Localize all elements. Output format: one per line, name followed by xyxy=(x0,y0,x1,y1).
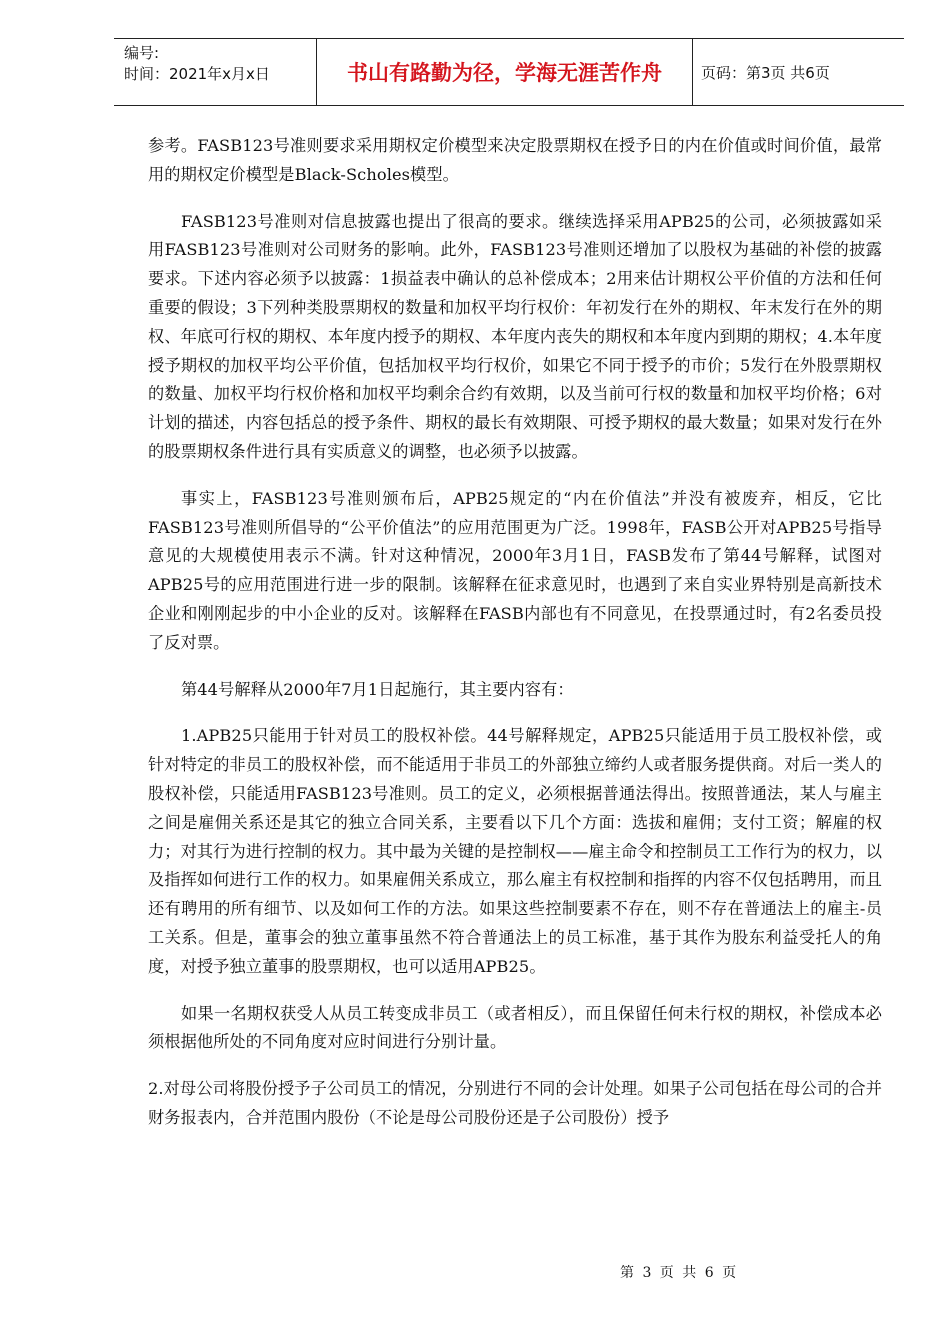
paragraph-item-2: 2.对母公司将股份授予子公司员工的情况，分别进行不同的会计处理。如果子公司包括在母公司的合并财务报表内，合并范围内股份（不论是母公司股份还是子公司股份）授予 xyxy=(148,1079,882,1127)
paragraph-continuation: 参考。FASB123号准则要求采用期权定价模型来决定股票期权在授予日的内在价值或时间价值，最常用的期权定价模型是Black-Scholes模型。 xyxy=(148,136,882,184)
time-label: 时间：2021年x月x日 xyxy=(124,65,270,83)
paragraph-status-change: 如果一名期权获受人从员工转变成非员工（或者相反），而且保留任何未行权的期权，补偿成本必须根据他所处的不同角度对应时间进行分别计量。 xyxy=(148,1003,882,1052)
serial-label: 编号: xyxy=(124,44,160,62)
header-meta xyxy=(114,39,317,105)
document-body xyxy=(148,132,882,1151)
page-footer: 第 3 页 共 6 页 xyxy=(620,1265,739,1281)
header-motto: 书山有路勤为径，学海无涯苦作舟 xyxy=(317,39,693,105)
paragraph-interpretation-44: 第44号解释从2000年7月1日起施行，其主要内容有： xyxy=(181,679,574,699)
header-page-info: 页码：第3页 共6页 xyxy=(701,63,830,82)
paragraph-disclosure: FASB123号准则对信息披露也提出了很高的要求。继续选择采用APB25的公司，必须披露如采用FASB123号准则对公司财务的影响。此外，FASB123号准则还增加了以股权为基础的补偿的披露要求。下述内容必须予以披露：1损益表中确认的总补偿成本；2用来估计期权公平价值的方法和任何重要的假设；3下列种类股票期权的数量和加权平均行权价：年初发行在外的期权、年末发行在外的期权、年底可行权的期权、本年度内授予的期权、本年度内丧失的期权和本年度内到期的期权；4.本年度授予期权的加权平均公平价值，包括加权平均行权价，如果它不同于授予的市价；5发行在外股票期权的数量、加权平均行权价格和加权平均剩余合约有效期，以及当前可行权的数量和加权平均价格；6对计划的描述，内容包括总的授予条件、期权的最长有效期限、可授予期权的最大数量；如果对发行在外的股票期权条件进行具有实质意义的调整，也必须予以披露。 xyxy=(148,211,882,461)
paragraph-item-1: 1.APB25只能用于针对员工的股权补偿。44号解释规定，APB25只能适用于员工股权补偿，或针对特定的非员工的股权补偿，而不能适用于非员工的外部独立缔约人或者服务提供商。对后一类人的股权补偿，只能适用FASB123号准则。员工的定义，必须根据普通法得出。按照普通法，某人与雇主之间是雇佣关系还是其它的独立合同关系，主要看以下几个方面：选拔和雇佣；支付工资；解雇的权力；对其行为进行控制的权力。其中最为关键的是控制权——雇主命令和控制员工工作行为的权力，以及指挥如何进行工作的权力。如果雇佣关系成立，那么雇主有权控制和指挥的内容不仅包括聘用，而且还有聘用的所有细节、以及如何工作的方法。如果这些控制要素不存在，则不存在普通法上的雇主-员工关系。但是，董事会的独立董事虽然不符合普通法上的员工标准，基于其作为股东利益受托人的角度，对授予独立董事的股票期权，也可以适用APB25。 xyxy=(148,726,882,976)
paragraph-history: 事实上，FASB123号准则颁布后，APB25规定的“内在价值法”并没有被废弃，相反，它比FASB123号准则所倡导的“公平价值法”的应用范围更为广泛。1998年，FASB公开对APB25号指导意见的大规模使用表示不满。针对这种情况，2000年3月1日，FASB发布了第44号解释，试图对APB25号的应用范围进行进一步的限制。该解释在征求意见时，也遇到了来自实业界特别是高新技术企业和刚刚起步的中小企业的反对。该解释在FASB内部也有不同意见，在投票通过时，有2名委员投了反对票。 xyxy=(148,488,882,652)
page-header xyxy=(114,38,904,106)
